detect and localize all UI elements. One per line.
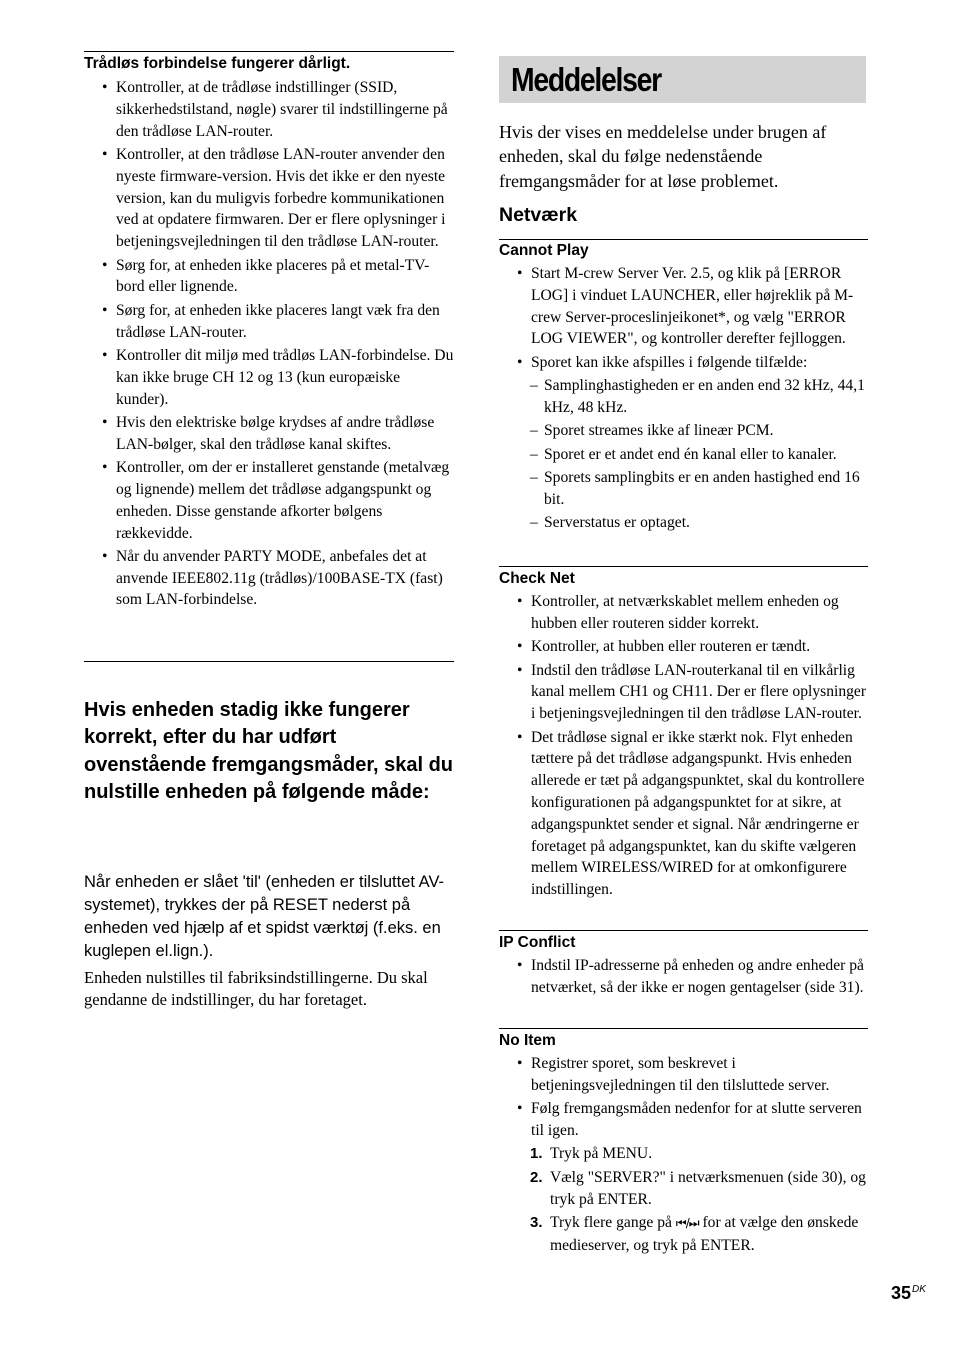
- wireless-item: • Kontroller, om der er installeret genstande (metalvæg og lignende) mellem det trådløse adgangspunkt og enheden. Disse genstande afkorter bølgens rækkevidde.: [84, 457, 456, 544]
- ip-conflict-list: [499, 955, 869, 1000]
- page-number-suffix: DK: [912, 1284, 926, 1295]
- cannot-play-subitem: – Serverstatus er optaget.: [499, 512, 868, 534]
- wireless-item: • Hvis den elektriske bølge krydses af andre trådløse LAN-bølger, skal den trådløse kanal skiftes.: [84, 412, 456, 456]
- cannot-play-subitem: – Sporet er et andet end én kanal eller to kanaler.: [499, 444, 868, 466]
- step-3-text-post: for at vælge den ønskede medieserver, og tryk på ENTER.: [550, 1213, 859, 1254]
- cannot-play-item: • Start M-crew Server Ver. 2.5, og klik på [ERROR LOG] i vinduet LAUNCHER, eller højreklik på M-crew Server-proceslinjeikonet*, og vælg "ERROR LOG VIEWER", og kontroller derefter fejlloggen.: [499, 263, 868, 350]
- step-number: 3.: [530, 1213, 543, 1231]
- wireless-item: • Kontroller, at de trådløse indstillinger (SSID, sikkerhedstilstand, nøgle) svarer til indstillingerne på den trådløse LAN-router.: [84, 77, 456, 142]
- step-number: 1.: [530, 1145, 543, 1163]
- cannot-play-item: • Sporet kan ikke afspilles i følgende tilfælde:: [499, 352, 868, 374]
- cannot-play-section: [499, 263, 868, 536]
- wireless-item: • Når du anvender PARTY MODE, anbefales det at anvende IEEE802.11g (trådløs)/100BASE-TX (fast) som LAN-forbindelse.: [84, 546, 456, 611]
- cannot-play-title: Cannot Play: [499, 242, 589, 259]
- check-net-list: [499, 591, 869, 903]
- check-net-item: • Kontroller, at netværkskablet mellem enheden og hubben eller routeren sidder korrekt.: [499, 591, 869, 635]
- page-title: Meddelelser: [511, 61, 661, 98]
- wireless-item: • Kontroller, at den trådløse LAN-router anvender den nyeste firmware-version. Hvis det ikke er den nyeste version, kan du muligvis forbedre kommunikationen ved at opdatere firmwaren. Der er flere oplysninger i betjeningsvejledningen til den trådløse LAN-router.: [84, 144, 456, 253]
- title-banner: [499, 56, 866, 103]
- check-net-item: • Kontroller, at hubben eller routeren er tændt.: [499, 636, 869, 658]
- wireless-section-title: Trådløs forbindelse fungerer dårligt.: [84, 55, 351, 72]
- page-number: [891, 1283, 926, 1304]
- rule-ip-conflict: [499, 930, 868, 931]
- ip-conflict-item: • Indstil IP-adresserne på enheden og andre enheder på netværket, så der ikke er nogen gentagelser (side 31).: [499, 955, 869, 999]
- network-heading: Netværk: [499, 204, 578, 226]
- rule-cannot-play: [499, 239, 868, 240]
- reset-paragraph-1: Når enheden er slået 'til' (enheden er tilsluttet AV-systemet), trykkes der på RESET nederst på enheden ved hjælp af et spidst værktøj (f.eks. en kuglepen el.lign.).: [84, 873, 445, 960]
- check-net-item: • Indstil den trådløse LAN-routerkanal til en vilkårlig kanal mellem CH1 og CH11. Der er flere oplysninger i betjeningsvejledningen til den trådløse LAN-router.: [499, 660, 869, 725]
- no-item-steps: [499, 1143, 868, 1210]
- no-item-step: [499, 1167, 868, 1211]
- step-text: Vælg "SERVER?" i netværksmenuen (side 30), og tryk på ENTER.: [550, 1168, 866, 1208]
- step-3-text-pre: Tryk flere gange på: [550, 1213, 672, 1231]
- check-net-title: Check Net: [499, 570, 575, 587]
- cannot-play-subitem: – Sporet streames ikke af lineær PCM.: [499, 420, 868, 442]
- wireless-item: • Sørg for, at enheden ikke placeres på et metal-TV-bord eller lignende.: [84, 255, 456, 299]
- ip-conflict-title: IP Conflict: [499, 934, 576, 951]
- step-text: Tryk på MENU.: [550, 1145, 653, 1163]
- rule-no-item: [499, 1028, 868, 1029]
- no-item-bullet: • Følg fremgangsmåden nedenfor for at slutte serveren til igen.: [499, 1098, 868, 1142]
- no-item-step: [499, 1212, 868, 1257]
- top-rule: [84, 51, 454, 52]
- intro-paragraph: Hvis der vises en meddelelse under brugen af enheden, skal du følge nedenstående fremgangsmåder for at løse problemet.: [499, 122, 827, 191]
- reset-paragraph-2: Enheden nulstilles til fabriksindstillingerne. Du skal gendanne de indstillinger, du har foretaget.: [84, 968, 428, 1009]
- reset-heading: Hvis enheden stadig ikke fungerer korrekt, efter du har udført ovenstående fremgangsmåder, skal du nulstille enheden på følgende måde:: [84, 699, 454, 803]
- check-net-item: • Det trådløse signal er ikke stærkt nok. Flyt enheden tættere på det trådløse adgangspunkt. Hvis enheden allerede er tæt på adgangspunktet, skal du kontrollere konfigurationen på adgangspunktet for at sikre, at adgangspunktet sender et signal. Når ændringerne er foretaget på adgangspunktet, kan du skifte vælgeren mellem WIRELESS/WIRED for at omkonfigurere indstillingen.: [499, 727, 869, 901]
- step-number: 2.: [530, 1168, 543, 1186]
- cannot-play-subitem: – Sporets samplingbits er en anden hastighed end 16 bit.: [499, 467, 868, 511]
- no-item-section: [499, 1053, 868, 1258]
- no-item-bullet: • Registrer sporet, som beskrevet i betjeningsvejledningen til den tilsluttede server.: [499, 1053, 868, 1097]
- wireless-item: • Kontroller dit miljø med trådløs LAN-forbindelse. Du kan ikke bruge CH 12 og 13 (kun europæiske kunder).: [84, 345, 456, 410]
- no-item-step: [499, 1143, 868, 1165]
- bottom-rule: [84, 661, 454, 662]
- cannot-play-sublist: [499, 375, 868, 534]
- wireless-item: • Sørg for, at enheden ikke placeres langt væk fra den trådløse LAN-router.: [84, 300, 456, 344]
- page-number-value: 35: [891, 1283, 912, 1303]
- wireless-list: [84, 77, 456, 613]
- rule-check-net: [499, 566, 868, 567]
- cannot-play-subitem: – Samplinghastigheden er en anden end 32 kHz, 44,1 kHz, 48 kHz.: [499, 375, 868, 419]
- no-item-title: No Item: [499, 1032, 556, 1049]
- prev-next-icon: ⏮/⏭: [675, 1215, 699, 1230]
